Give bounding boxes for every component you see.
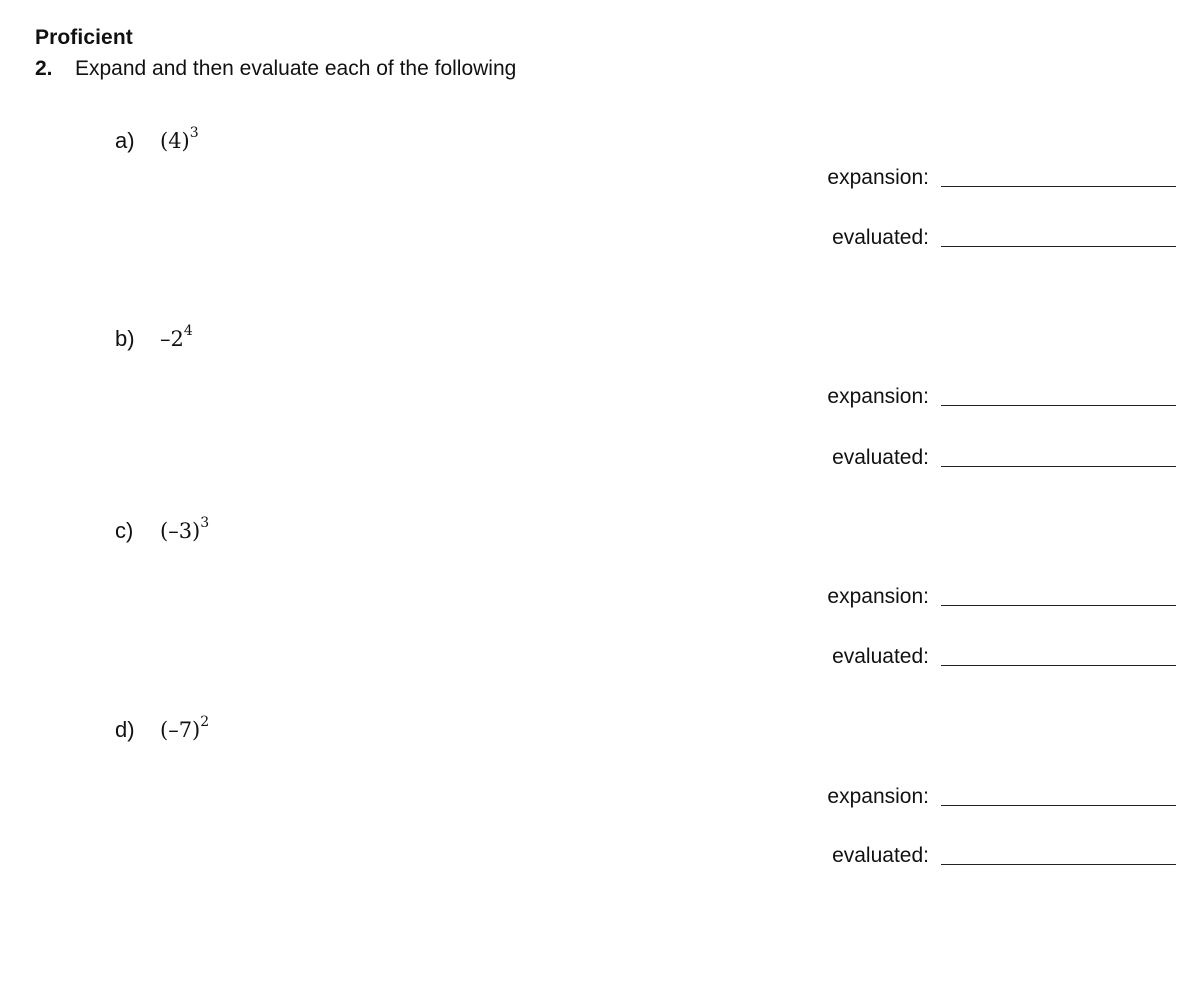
part-c-evaluated-row [816,645,1176,669]
part-letter: c) [115,518,134,543]
evaluated-answer-blank[interactable] [941,226,1176,247]
part-expression: $(-7)^2$ [160,714,210,742]
part-d-expansion-row [816,785,1176,809]
part-c-expansion-row [816,585,1176,609]
question-text: Expand and then evaluate each of the following [75,57,517,80]
part-letter: d) [115,717,135,742]
part-expression: $(4)^3$ [160,125,199,153]
part-a-label [115,125,199,154]
part-b-expansion-row [816,385,1176,409]
exponent: 3 [189,125,199,141]
expansion-answer-blank[interactable] [941,785,1176,806]
expansion-answer-blank[interactable] [941,585,1176,606]
part-a-evaluated-row [816,226,1176,250]
section-title: Proficient [35,26,133,49]
expansion-label: expansion: [827,385,929,408]
expansion-label: expansion: [827,785,929,808]
exponent: 3 [200,515,210,531]
part-expression: $(-3)^3$ [160,515,210,543]
evaluated-answer-blank[interactable] [941,844,1176,865]
evaluated-label: evaluated: [832,844,929,867]
expansion-label: expansion: [827,166,929,189]
evaluated-label: evaluated: [832,645,929,668]
evaluated-answer-blank[interactable] [941,645,1176,666]
part-c-label [115,515,210,544]
part-d-label [115,714,210,743]
part-b-label [115,323,193,352]
evaluated-label: evaluated: [832,226,929,249]
expansion-label: expansion: [827,585,929,608]
part-letter: a) [115,128,135,153]
evaluated-label: evaluated: [832,446,929,469]
exponent: 4 [183,323,193,339]
question-prompt [35,57,516,81]
expansion-answer-blank[interactable] [941,166,1176,187]
part-b-evaluated-row [816,446,1176,470]
question-number: 2. [35,57,53,80]
part-d-evaluated-row [816,844,1176,868]
part-expression: $-2^4$ [160,323,193,351]
expansion-answer-blank[interactable] [941,385,1176,406]
evaluated-answer-blank[interactable] [941,446,1176,467]
part-a-expansion-row [816,166,1176,190]
exponent: 2 [200,714,210,730]
part-letter: b) [115,326,135,351]
